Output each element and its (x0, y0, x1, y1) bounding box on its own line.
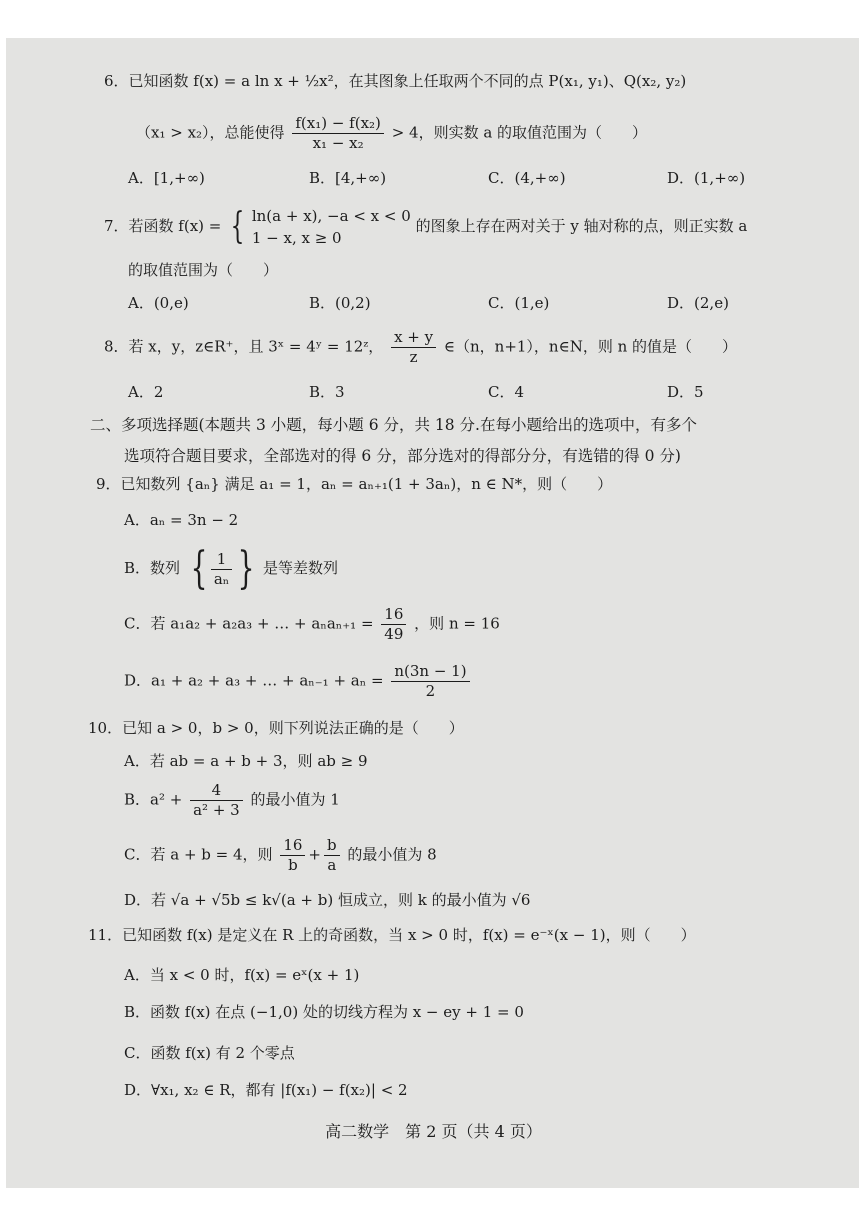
q6-line1: 6．已知函数 f(x) = a ln x + ½x²，在其图象上任取两个不同的点 P(x₁, y₁)、Q(x₂, y₂) (104, 72, 687, 90)
q9-option-b-denominator: aₙ (213, 569, 230, 588)
q9-option-b-fraction (211, 549, 232, 588)
q10-option-b-denominator: a² + 3 (193, 801, 240, 819)
q10-option-b-prefix: B．a² + (124, 790, 183, 809)
page-footer: 高二数学 第 2 页（共 4 页） (325, 1122, 542, 1141)
q10-option-c-suffix: 的最小值为 8 (347, 845, 437, 864)
q6-line2-prefix: （x₁ > x₂），总能使得 (136, 123, 285, 142)
q6-option-c: C．(4,+∞) (488, 169, 566, 187)
q10-option-c-numerator-1: 16 (280, 838, 305, 856)
q9-option-d-prefix: D．a₁ + a₂ + a₃ + … + aₙ₋₁ + aₙ = (124, 671, 384, 690)
q10-option-b-suffix: 的最小值为 1 (250, 790, 340, 809)
q7-option-c: C．(1,e) (488, 294, 550, 312)
q7-piecewise (252, 205, 411, 249)
q6-fraction-numerator: f(x₁) − f(x₂) (292, 116, 384, 134)
q6-line2 (136, 116, 647, 151)
q9-option-b (124, 543, 339, 594)
q6-fraction-denominator: x₁ − x₂ (312, 134, 364, 152)
q9-option-d-denominator: 2 (425, 682, 436, 700)
q6-option-a: A．[1,+∞) (128, 169, 205, 187)
q9-option-c-prefix: C．若 a₁a₂ + a₂a₃ + … + aₙaₙ₊₁ = (124, 614, 374, 633)
q6-option-d: D．(1,+∞) (667, 169, 746, 187)
q11-option-d: D．∀x₁, x₂ ∈ R，都有 |f(x₁) − f(x₂)| < 2 (124, 1081, 408, 1099)
q8-fraction (391, 330, 436, 365)
q11-option-c: C．函数 f(x) 有 2 个零点 (124, 1044, 295, 1062)
section2-heading-line1: 二、多项选择题(本题共 3 小题，每小题 6 分，共 18 分.在每小题给出的选项中，有多个 (90, 416, 697, 434)
q10-option-c-prefix: C．若 a + b = 4，则 (124, 845, 273, 864)
q8-line1 (104, 330, 737, 365)
q8-fraction-denominator: z (409, 348, 418, 366)
q11-stem: 11．已知函数 f(x) 是定义在 R 上的奇函数，当 x > 0 时，f(x) = e⁻ˣ(x − 1)，则（ ） (88, 926, 696, 944)
q6-option-b: B．[4,+∞) (309, 169, 387, 187)
q10-option-c-fraction-1 (280, 838, 305, 873)
q7-option-d: D．(2,e) (667, 294, 729, 312)
q7-line1-prefix: 7．若函数 f(x) = (104, 217, 222, 235)
q10-option-c-denominator-2: a (327, 856, 337, 874)
q8-line1-prefix: 8．若 x，y，z∈R⁺，且 3ˣ = 4ʸ = 12ᶻ， (104, 337, 384, 356)
q7-line1-suffix: 的图象上存在两对关于 y 轴对称的点，则正实数 a (415, 217, 748, 235)
q10-option-c-plus: + (308, 845, 321, 864)
q10-option-b-fraction (190, 783, 243, 818)
q8-option-b: B．3 (309, 383, 345, 401)
section2-heading-line2: 选项符合题目要求，全部选对的得 6 分，部分选对的得部分分，有选错的得 0 分) (124, 447, 681, 465)
q8-fraction-numerator: x + y (391, 330, 436, 348)
q10-option-a: A．若 ab = a + b + 3，则 ab ≥ 9 (124, 752, 368, 770)
q7-case-2: 1 − x, x ≥ 0 (251, 229, 342, 247)
q7-case-1: ln(a + x), −a < x < 0 (251, 207, 411, 225)
q9-option-c-denominator: 49 (384, 625, 404, 643)
q6-line2-suffix: > 4，则实数 a 的取值范围为（ ） (391, 123, 648, 142)
q10-option-b-numerator: 4 (190, 783, 243, 801)
q10-option-c-fraction-2 (324, 838, 340, 873)
q9-option-d-fraction (391, 664, 469, 699)
q8-option-a: A．2 (128, 383, 164, 401)
q9-option-c-fraction (381, 607, 406, 642)
q10-option-b (124, 783, 340, 818)
q10-option-c-numerator-2: b (324, 838, 340, 856)
q7-brace: { (230, 206, 245, 247)
q8-option-c: C．4 (488, 383, 525, 401)
q9-option-b-suffix: 是等差数列 (263, 559, 339, 577)
q9-right-brace: } (237, 543, 255, 594)
q9-stem: 9．已知数列 {aₙ} 满足 a₁ = 1，aₙ = aₙ₊₁(1 + 3aₙ)，n ∈ N*，则（ ） (96, 475, 613, 493)
q9-option-b-numerator: 1 (211, 552, 232, 570)
q7-line2: 的取值范围为（ ） (128, 261, 279, 279)
q9-option-d-numerator: n(3n − 1) (391, 664, 469, 682)
q7-option-a: A．(0,e) (128, 294, 189, 312)
q11-option-a: A．当 x < 0 时，f(x) = eˣ(x + 1) (124, 966, 360, 984)
q11-option-b: B．函数 f(x) 在点 (−1,0) 处的切线方程为 x − ey + 1 = 0 (124, 1003, 524, 1021)
q10-stem: 10．已知 a > 0，b > 0，则下列说法正确的是（ ） (88, 719, 464, 737)
q9-option-b-prefix: B．数列 (124, 559, 181, 577)
q9-option-c-suffix: ，则 n = 16 (414, 614, 500, 633)
q7-line1 (104, 205, 747, 249)
q7-option-b: B．(0,2) (309, 294, 371, 312)
q10-option-c-denominator-1: b (288, 856, 298, 874)
q9-option-c (124, 607, 500, 642)
q10-option-c (124, 838, 437, 873)
q8-option-d: D．5 (667, 383, 704, 401)
q9-option-a: A．aₙ = 3n − 2 (124, 511, 239, 529)
q9-option-d (124, 664, 473, 699)
q10-option-d: D．若 √a + √5b ≤ k√(a + b) 恒成立，则 k 的最小值为 √6 (124, 891, 531, 909)
q9-left-brace: { (190, 543, 208, 594)
q8-line1-suffix: ∈（n，n+1），n∈N，则 n 的值是（ ） (443, 337, 738, 356)
q6-fraction (292, 116, 384, 151)
q9-option-c-numerator: 16 (381, 607, 406, 625)
